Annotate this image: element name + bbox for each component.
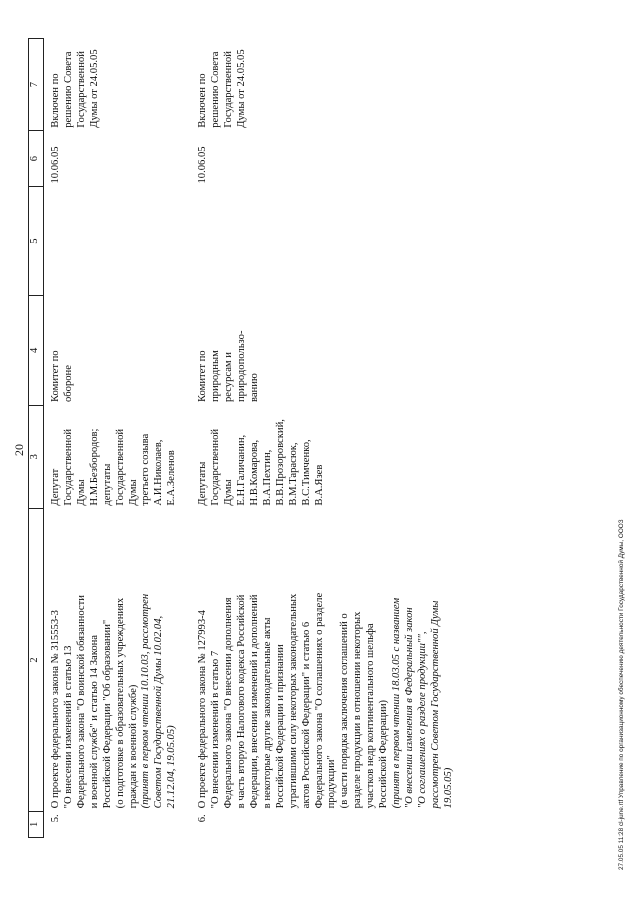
bill-status-note-line: рассмотрен Советом Государственной Думы	[429, 600, 441, 809]
author-line: Е.Н.Галичанин,	[235, 434, 247, 506]
bill-authors	[191, 405, 467, 509]
status-line: Включен по	[50, 73, 61, 128]
bill-status-note-line: Советом Государственной Думы 10.02.04,	[153, 615, 165, 809]
bill-status-note-line: (принят в первом чтении 18.03.05 с названием	[391, 597, 403, 809]
bill-title	[191, 509, 467, 812]
bill-title-line: утратившими силу некоторых законодательных	[287, 593, 299, 809]
author-line: В.В.Прозоровский,	[274, 419, 286, 506]
bill-title-line: (о подготовке в образовательных учреждениях	[114, 597, 126, 809]
bill-title-line: Российской Федерации)	[378, 699, 390, 809]
committee-line: природным	[210, 350, 222, 403]
header-cell-5: 5	[29, 187, 44, 296]
bill-title	[44, 509, 192, 812]
bill-title-line: в некоторые другие законодательные акты	[261, 617, 273, 809]
author-line: В.М.Тарасюк,	[287, 442, 299, 506]
author-line: В.С.Тимченко,	[300, 439, 312, 506]
author-line: А.И.Николаев,	[153, 439, 165, 506]
bill-status-note-line: "О соглашениях о разделе продукции"",	[416, 631, 428, 809]
author-line: Государственной	[62, 428, 74, 506]
bill-title-line: Федерального закона "О внесении дополнения	[223, 597, 235, 809]
header-cell-4: 4	[29, 296, 44, 405]
bill-title-line: актов Российской Федерации" и статью 6	[300, 621, 312, 809]
author-line: третьего созыва	[140, 433, 152, 506]
bill-title-line: "О внесении изменений в статью 13	[62, 645, 74, 809]
header-cell-2: 2	[29, 509, 44, 812]
author-line: Н.М.Безбородов;	[88, 428, 100, 506]
status-line: Государственной	[75, 51, 87, 128]
bill-title-line: участков недр континентального шельфа	[365, 623, 377, 809]
bill-title-line: Федерального закона "О соглашениях о разделе	[313, 592, 325, 809]
committee-line: ванию	[248, 373, 260, 403]
author-line: Думы	[75, 479, 87, 506]
author-line: Думы	[223, 479, 235, 506]
row-number: 6.	[197, 814, 209, 823]
bill-status-note-line: (принят в первом чтении 10.10.03, рассмотрен	[140, 593, 152, 809]
status-line: Включен по	[197, 73, 209, 128]
column-5-cell	[44, 187, 192, 296]
bill-title-line: Федерального закона "О воинской обязанности	[75, 595, 87, 809]
row-number: 5.	[50, 814, 61, 823]
status-line: решению Совета	[62, 51, 74, 128]
author-line: В.А.Пехтин,	[261, 449, 273, 506]
status-line: Думы от 24.05.05	[88, 49, 100, 128]
header-cell-3: 3	[29, 405, 44, 509]
status-line: Думы от 24.05.05	[235, 49, 247, 128]
bill-status-note-line: 21.12.04, 19.05.05)	[166, 725, 178, 809]
author-line: Н.В.Комарова,	[248, 439, 260, 506]
bill-title-line: и военной службе" и статью 14 Закона	[88, 634, 100, 809]
responsible-committee	[44, 296, 192, 405]
header-cell-6: 6	[29, 131, 44, 187]
bills-table	[28, 38, 468, 838]
bill-title-line: Федерации, внесении изменений и дополнений	[248, 594, 260, 809]
bill-status-note-line: 19.05.05)	[442, 767, 454, 809]
committee-line: Комитет по	[50, 350, 61, 403]
bill-title-line: Российской Федерации и признании	[274, 644, 286, 809]
author-line: депутаты	[101, 463, 113, 506]
date-cell: 10.06.05	[50, 146, 61, 184]
committee-line: природопользо-	[235, 330, 247, 403]
bill-title-line: в часть вторую Налогового кодекса Российской	[235, 594, 247, 809]
bill-title-line: (в части порядка заключения соглашений о	[339, 613, 351, 809]
footer-note: 27.05.05 11:28 cl-june.rtf Управление по организационному обеспечению деятельности Государственной Думы, ОООЗ	[618, 519, 625, 870]
bill-title-line: "О внесении изменений в статью 7	[210, 650, 222, 809]
bill-title-line: разделе продукции в отношении некоторых	[352, 611, 364, 809]
table-body	[44, 39, 468, 838]
bill-authors	[44, 405, 192, 509]
status-line: решению Совета	[210, 51, 222, 128]
table-header-row	[29, 39, 44, 838]
column-5-cell	[191, 187, 467, 296]
bill-title-line: граждан к военной службе)	[127, 684, 139, 809]
author-line: Государственной	[210, 428, 222, 506]
table-row	[191, 39, 467, 838]
author-line: В.А.Язев	[313, 464, 325, 506]
responsible-committee	[191, 296, 467, 405]
bill-title-line: продукции"	[326, 755, 338, 809]
table-row	[44, 39, 192, 838]
inclusion-status	[44, 39, 192, 131]
bill-title-line: Российской Федерации "Об образовании"	[101, 619, 113, 809]
page-number: 20	[12, 444, 26, 456]
bill-title-line: О проекте федерального закона № 315553-3	[50, 610, 61, 809]
committee-line: обороне	[62, 365, 74, 403]
author-line: Депутаты	[197, 461, 209, 506]
header-cell-1: 1	[29, 811, 44, 837]
inclusion-status	[191, 39, 467, 131]
author-line: Депутат	[50, 468, 61, 506]
status-line: Государственной	[223, 51, 235, 128]
date-cell: 10.06.05	[197, 146, 209, 184]
author-line: Государственной	[114, 428, 126, 506]
bill-status-note-line: "О внесении изменения в Федеральный закон	[403, 607, 415, 809]
header-cell-7: 7	[29, 39, 44, 131]
committee-line: Комитет по	[197, 350, 209, 403]
committee-line: ресурсам и	[223, 352, 235, 403]
author-line: Е.А.Зеленов	[166, 450, 178, 506]
author-line: Думы	[127, 479, 139, 506]
bill-title-line: О проекте федерального закона № 127993-4	[197, 610, 209, 809]
